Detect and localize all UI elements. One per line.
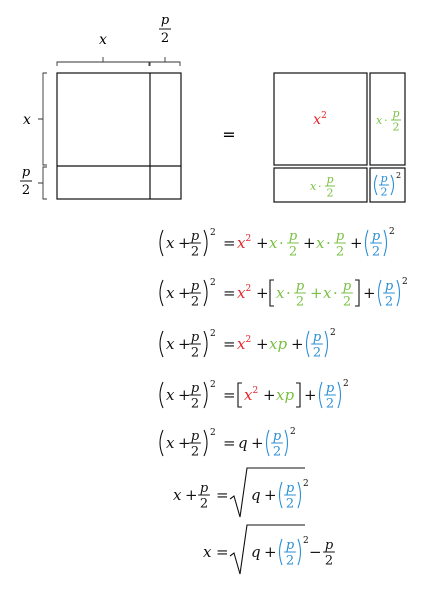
svg-text:2: 2 — [199, 496, 209, 512]
svg-text:x2: $x^2$ — [244, 386, 259, 404]
svg-text:2: 2 — [210, 329, 216, 339]
svg-text:2: 2 — [335, 244, 345, 260]
equations — [160, 227, 408, 574]
svg-text:+: + — [363, 284, 376, 302]
svg-text:2: 2 — [384, 294, 394, 310]
fraction-p-over-2 — [324, 381, 336, 411]
svg-text:2: 2 — [190, 444, 200, 460]
svg-text:2: 2 — [396, 171, 402, 180]
strip-x: x — [376, 114, 383, 127]
svg-text:·: · — [326, 234, 331, 252]
svg-text:+: + — [178, 284, 191, 302]
svg-text:+: + — [264, 543, 277, 561]
svg-text:p: p — [312, 330, 322, 345]
svg-text:+: + — [263, 386, 276, 404]
fraction-p-over-2 — [189, 429, 201, 459]
svg-text:2: 2 — [288, 244, 298, 260]
svg-text:2: 2 — [295, 294, 305, 310]
fraction-p-over-2 — [294, 279, 306, 309]
left-label-p: p — [21, 165, 31, 180]
svg-text:p: p — [326, 173, 334, 186]
svg-text:2: 2 — [342, 294, 352, 310]
svg-text:x: x — [166, 234, 175, 252]
svg-text:p: p — [190, 429, 200, 444]
left-label-x: x — [23, 112, 31, 128]
svg-text:2: 2 — [285, 496, 295, 512]
svg-text:=: = — [223, 386, 236, 404]
fraction-p-over-2 — [370, 229, 382, 259]
svg-text:·: · — [333, 284, 338, 302]
svg-text:p: p — [190, 330, 200, 345]
svg-text:2: 2 — [389, 227, 395, 237]
svg-text:2: 2 — [402, 277, 408, 287]
svg-text:2: 2 — [210, 428, 216, 438]
svg-text:+: + — [178, 386, 191, 404]
strip-fraction — [391, 107, 401, 133]
svg-text:2: 2 — [303, 536, 309, 546]
svg-text:2: 2 — [210, 380, 216, 390]
svg-text:+: + — [310, 284, 323, 302]
eq-grouped-middle-terms — [160, 277, 408, 309]
left-label-2: 2 — [21, 183, 31, 198]
svg-text:2: 2 — [290, 427, 296, 437]
svg-text:p: p — [392, 107, 400, 120]
svg-text:=: = — [223, 434, 236, 452]
top-brace-p-over-2 — [150, 57, 180, 66]
svg-text:x: x — [166, 386, 175, 404]
svg-text:q: q — [238, 434, 248, 452]
svg-text:=: = — [223, 234, 236, 252]
svg-text:p: p — [324, 538, 334, 553]
svg-text:x: x — [173, 486, 182, 504]
svg-text:2: 2 — [303, 479, 309, 489]
svg-text:q: q — [251, 543, 261, 561]
fraction-p-over-2 — [189, 330, 201, 360]
svg-text:xp: xp — [276, 386, 295, 404]
svg-text:+: + — [251, 434, 264, 452]
svg-text:·: · — [279, 234, 284, 252]
eq-substitute-q — [160, 427, 296, 459]
fraction-p-over-2 — [287, 229, 299, 259]
svg-text:x: x — [276, 284, 285, 302]
svg-text:p: p — [371, 229, 381, 244]
eq-bracket-x2-plus-xp — [160, 379, 349, 411]
fraction-p-over-2 — [383, 279, 395, 309]
svg-text:p: p — [325, 381, 335, 396]
left-brace-x — [38, 73, 47, 165]
fraction-p-over-2 — [284, 481, 296, 511]
svg-text:2: 2 — [190, 244, 200, 260]
svg-text:+: + — [264, 486, 277, 504]
svg-text:·: · — [286, 284, 291, 302]
svg-text:x2: $x^2$ — [237, 284, 252, 302]
svg-text:p: p — [199, 481, 209, 496]
svg-text:p: p — [380, 172, 388, 185]
svg-text:x2: $x^2$ — [237, 234, 252, 252]
svg-text:+: + — [303, 234, 316, 252]
eq-expanded-four-terms — [160, 227, 395, 259]
svg-text:2: 2 — [326, 186, 334, 200]
svg-text:p: p — [285, 481, 295, 496]
top-label-p-over-2 — [159, 13, 171, 46]
fraction-p-over-2 — [198, 481, 210, 511]
svg-text:2: 2 — [190, 294, 200, 310]
piece-x-squared — [274, 73, 367, 165]
piece-p-over-2-squared — [370, 168, 405, 202]
svg-text:x: x — [323, 284, 332, 302]
fraction-p-over-2 — [341, 279, 353, 309]
svg-text:+: + — [304, 386, 317, 404]
svg-text:x: x — [166, 284, 175, 302]
svg-text:+: + — [185, 486, 198, 504]
svg-text:+: + — [256, 284, 269, 302]
svg-text:p: p — [288, 229, 298, 244]
svg-text:2: 2 — [190, 345, 200, 361]
fraction-p-over-2 — [284, 538, 296, 568]
equals-sign: = — [222, 125, 236, 144]
svg-text:+: + — [178, 335, 191, 353]
svg-text:2: 2 — [392, 120, 400, 134]
eq-solve-for-x — [203, 525, 335, 574]
svg-text:·: · — [384, 114, 388, 127]
svg-text:x: x — [316, 234, 325, 252]
svg-text:=: = — [216, 543, 229, 561]
svg-text:p: p — [335, 229, 345, 244]
fraction-p-over-2 — [271, 429, 283, 459]
svg-text:2: 2 — [324, 553, 334, 569]
svg-text:x: x — [269, 234, 278, 252]
eq-square-root — [173, 468, 309, 517]
svg-text:2: 2 — [210, 278, 216, 288]
svg-text:+: + — [178, 434, 191, 452]
top-brace-x — [57, 57, 149, 66]
svg-text:2: 2 — [285, 553, 295, 569]
svg-text:q: q — [251, 486, 261, 504]
strip-x: x — [310, 180, 317, 193]
piece-x-times-p-over-2-right — [370, 73, 405, 165]
svg-text:2: 2 — [330, 328, 336, 338]
svg-text:2: 2 — [380, 185, 388, 199]
strip-fraction — [325, 173, 335, 199]
svg-text:+: + — [291, 335, 304, 353]
svg-text:2: 2 — [190, 396, 200, 412]
x-squared-label: $x^2$ — [313, 111, 327, 128]
svg-text:p: p — [384, 279, 394, 294]
fraction-p-over-2 — [189, 381, 201, 411]
fraction-p-over-2 — [334, 229, 346, 259]
svg-text:p: p — [190, 381, 200, 396]
svg-text:p: p — [285, 538, 295, 553]
svg-text:p: p — [342, 279, 352, 294]
svg-text:+: + — [178, 234, 191, 252]
svg-text:x2: $x^2$ — [237, 335, 252, 353]
svg-text:·: · — [318, 180, 322, 193]
fraction-p-over-2 — [189, 279, 201, 309]
left-label-p-over-2 — [20, 165, 32, 198]
svg-text:p: p — [295, 279, 305, 294]
top-label-p: p — [160, 13, 170, 28]
outer-square — [57, 73, 181, 199]
svg-text:+: + — [256, 335, 269, 353]
svg-text:2: 2 — [371, 244, 381, 260]
svg-text:+: + — [256, 234, 269, 252]
top-label-x: x — [99, 32, 107, 48]
svg-text:2: 2 — [272, 444, 282, 460]
svg-text:2: 2 — [325, 396, 335, 412]
fraction-p-over-2 — [323, 538, 335, 568]
svg-text:x: x — [203, 543, 212, 561]
svg-text:2: 2 — [343, 379, 349, 389]
fraction-p-over-2 — [189, 229, 201, 259]
svg-text:=: = — [223, 284, 236, 302]
eq-combined-xp — [160, 328, 336, 360]
piece-x-times-p-over-2-bottom — [274, 168, 367, 202]
svg-text:2: 2 — [210, 228, 216, 238]
svg-text:x: x — [166, 434, 175, 452]
svg-text:+: + — [350, 234, 363, 252]
svg-text:xp: xp — [269, 335, 288, 353]
svg-text:p: p — [190, 279, 200, 294]
fraction-p-over-2 — [311, 330, 323, 360]
corner-fraction — [379, 172, 389, 198]
svg-text:2: 2 — [312, 345, 322, 361]
svg-text:p: p — [190, 229, 200, 244]
svg-text:p: p — [272, 429, 282, 444]
svg-text:−: − — [309, 543, 322, 561]
svg-text:=: = — [223, 335, 236, 353]
left-big-square — [57, 73, 181, 199]
top-label-2: 2 — [160, 31, 170, 46]
svg-text:x: x — [166, 335, 175, 353]
left-brace-p-over-2 — [38, 167, 47, 199]
svg-text:=: = — [216, 486, 229, 504]
